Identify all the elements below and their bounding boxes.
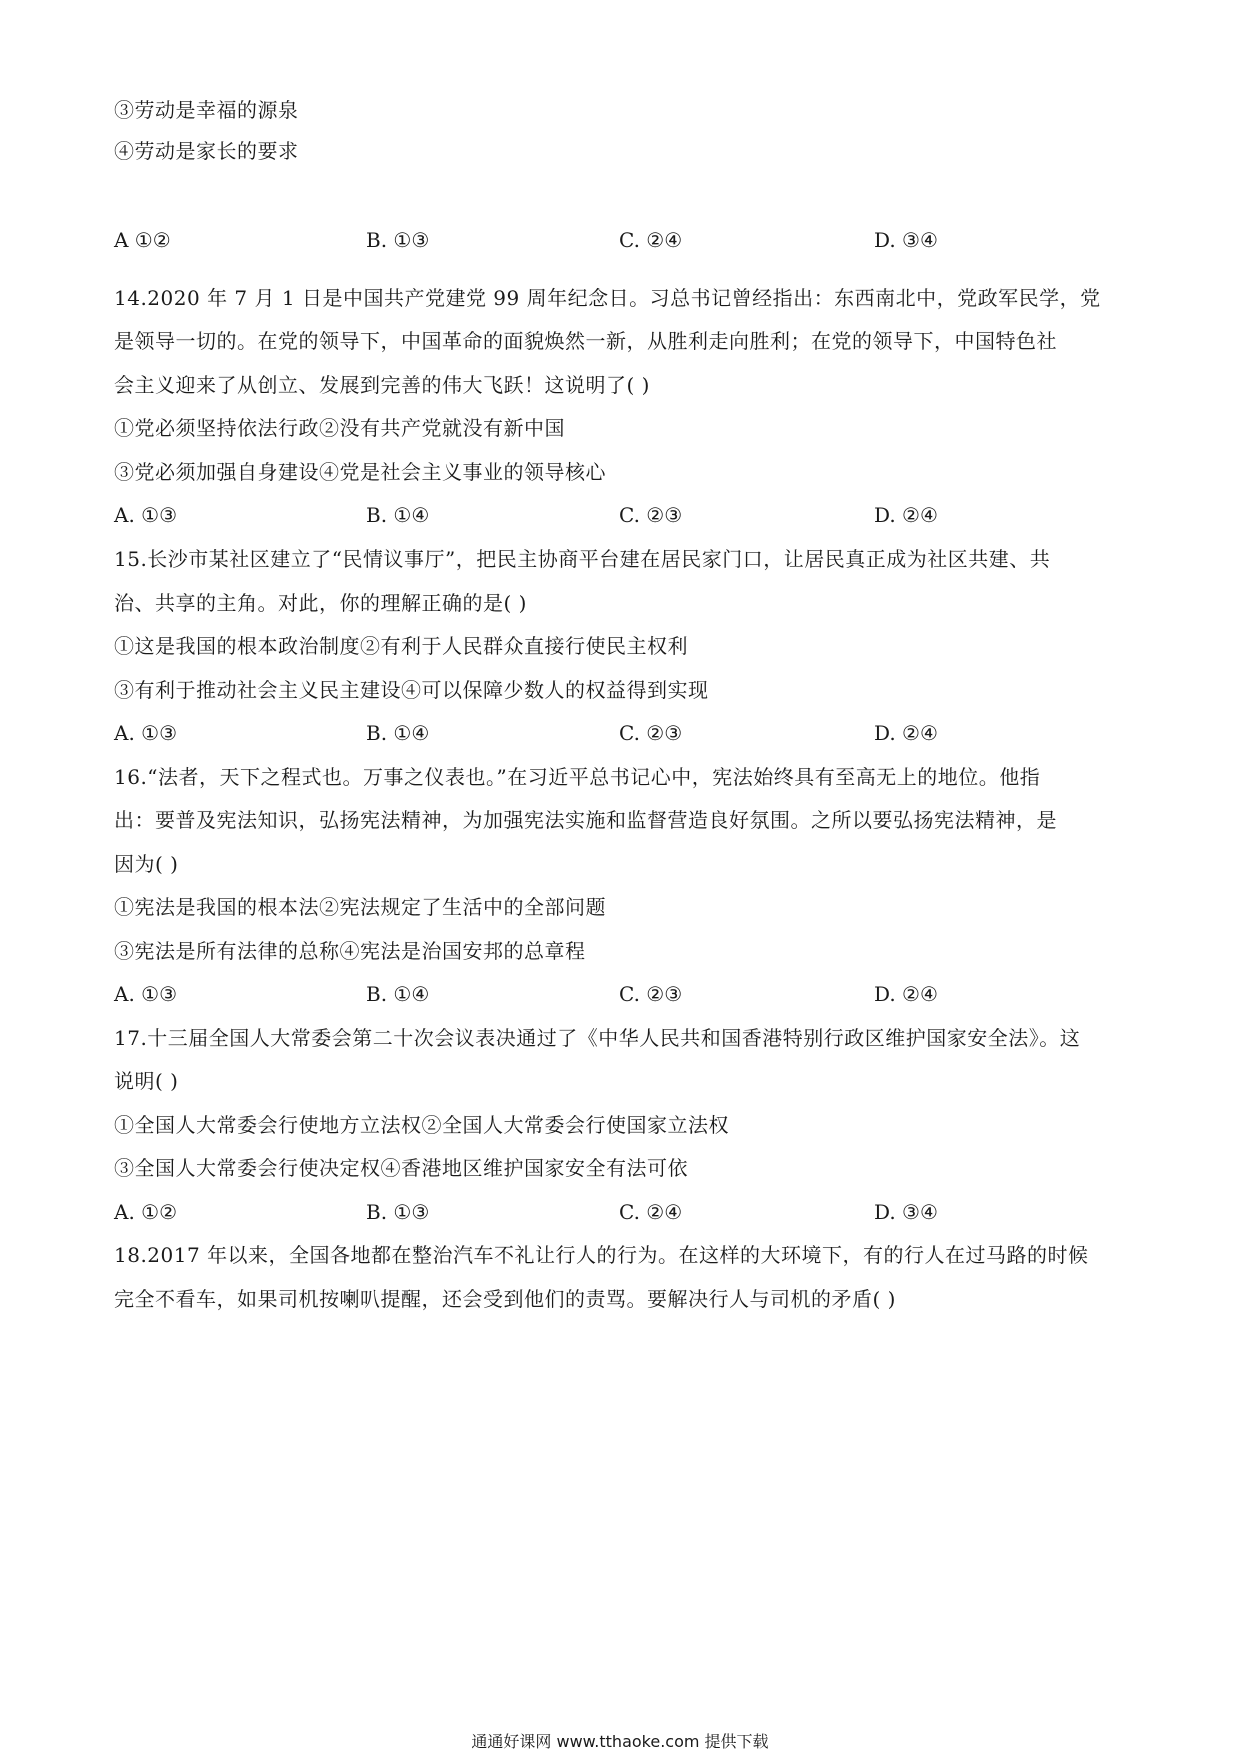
option-d[interactable]: D. ③④ [874, 228, 938, 252]
q16-line-1: 16.“法者，天下之程式也。万事之仪表也。”在习近平总书记心中，宪法始终具有至高无上的地位。他指 [114, 765, 1041, 789]
q18-line-1: 18.2017 年以来，全国各地都在整治汽车不礼让行人的行为。在这样的大环境下，有的行人在过马路的时候 [114, 1243, 1089, 1267]
option-c[interactable]: C. ②③ [619, 721, 683, 745]
q16-statement-1: ①宪法是我国的根本法②宪法规定了生活中的全部问题 [114, 895, 606, 919]
q17-statement-1: ①全国人大常委会行使地方立法权②全国人大常委会行使国家立法权 [114, 1113, 729, 1137]
q15-line-1: 15.长沙市某社区建立了“民情议事厅”，把民主协商平台建在居民家门口，让居民真正成为社区共建、共 [114, 547, 1051, 571]
option-a[interactable]: A. ①③ [114, 982, 178, 1006]
option-a[interactable]: A. ①③ [114, 721, 178, 745]
q17-line-2: 说明( ) [114, 1069, 179, 1093]
option-d[interactable]: D. ③④ [874, 1200, 938, 1224]
q16-options [114, 980, 1014, 1008]
q17-statement-2: ③全国人大常委会行使决定权④香港地区维护国家安全有法可依 [114, 1156, 688, 1180]
option-a[interactable]: A. ①③ [114, 503, 178, 527]
q14-statement-2: ③党必须加强自身建设④党是社会主义事业的领导核心 [114, 460, 606, 484]
q18-line-2: 完全不看车，如果司机按喇叭提醒，还会受到他们的责骂。要解决行人与司机的矛盾( ) [114, 1287, 896, 1311]
q15-line-2: 治、共享的主角。对此，你的理解正确的是( ) [114, 591, 527, 615]
q16-line-2: 出：要普及宪法知识，弘扬宪法精神，为加强宪法实施和监督营造良好氛围。之所以要弘扬宪法精神，是 [114, 808, 1057, 832]
option-b[interactable]: B. ①④ [366, 503, 430, 527]
option-b[interactable]: B. ①③ [366, 1200, 430, 1224]
option-b[interactable]: B. ①③ [366, 228, 430, 252]
q16-statement-2: ③宪法是所有法律的总称④宪法是治国安邦的总章程 [114, 939, 586, 963]
q17-line-1: 17.十三届全国人大常委会第二十次会议表决通过了《中华人民共和国香港特别行政区维护国家安全法》。这 [114, 1026, 1081, 1050]
option-a[interactable]: A ①② [114, 228, 171, 252]
q16-line-3: 因为( ) [114, 852, 179, 876]
q17-options [114, 1198, 1014, 1226]
statement-4: ④劳动是家长的要求 [114, 139, 299, 163]
option-a[interactable]: A. ①② [114, 1200, 178, 1224]
option-c[interactable]: C. ②④ [619, 228, 683, 252]
page-footer: 通通好课网 www.tthaoke.com 提供下载 [471, 1732, 769, 1751]
option-b[interactable]: B. ①④ [366, 982, 430, 1006]
q14-options [114, 501, 1014, 529]
option-d[interactable]: D. ②④ [874, 503, 938, 527]
q14-line-1: 14.2020 年 7 月 1 日是中国共产党建党 99 周年纪念日。习总书记曾经指出：东西南北中，党政军民学，党 [114, 286, 1101, 310]
q13-options [114, 226, 1014, 254]
q15-options [114, 719, 1014, 747]
statement-3: ③劳动是幸福的源泉 [114, 98, 299, 122]
q15-statement-2: ③有利于推动社会主义民主建设④可以保障少数人的权益得到实现 [114, 678, 709, 702]
option-c[interactable]: C. ②③ [619, 503, 683, 527]
option-b[interactable]: B. ①④ [366, 721, 430, 745]
q14-line-3: 会主义迎来了从创立、发展到完善的伟大飞跃！这说明了( ) [114, 373, 650, 397]
q14-line-2: 是领导一切的。在党的领导下，中国革命的面貌焕然一新，从胜利走向胜利；在党的领导下，中国特色社 [114, 329, 1057, 353]
q15-statement-1: ①这是我国的根本政治制度②有利于人民群众直接行使民主权利 [114, 634, 688, 658]
option-d[interactable]: D. ②④ [874, 982, 938, 1006]
option-c[interactable]: C. ②④ [619, 1200, 683, 1224]
q14-statement-1: ①党必须坚持依法行政②没有共产党就没有新中国 [114, 416, 565, 440]
option-c[interactable]: C. ②③ [619, 982, 683, 1006]
option-d[interactable]: D. ②④ [874, 721, 938, 745]
